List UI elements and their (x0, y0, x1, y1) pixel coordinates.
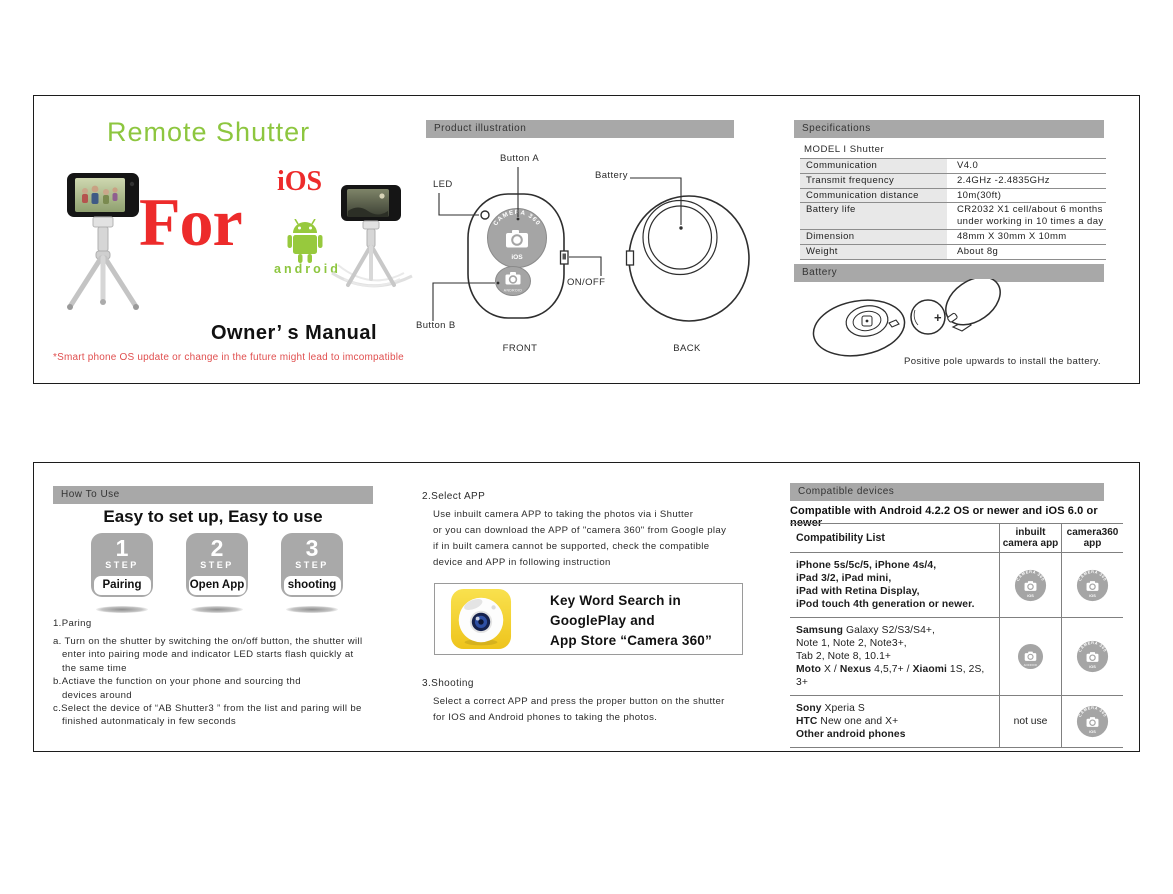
step-label: Pairing (94, 576, 151, 595)
camera360-app-icon (450, 588, 512, 650)
device-list: Samsung Galaxy S2/S3/S4+, Note 1, Note 2, Note3+, Tab 2, Note 8, 10.1+ Moto X / Nexus 4,5,7+ / Xiaomi 1S, 2S, 3+ (796, 625, 985, 688)
easy-title: Easy to set up, Easy to use (103, 507, 323, 526)
for-text: For (139, 184, 242, 260)
bottom-panel (33, 462, 1140, 752)
button-a-ios-text: iOS (511, 254, 523, 261)
spec-row (800, 174, 1106, 189)
svg-text:CAMERA 360: CAMERA 360 (1077, 568, 1108, 582)
step-shadow (286, 606, 338, 613)
select-app-line: or you can download the APP of "camera 360" from Google play (433, 525, 727, 536)
spec-value: 10m(30ft) (957, 189, 1002, 201)
spec-label: Battery life (800, 203, 947, 229)
spec-value: 2.4GHz -2.4835GHz (957, 174, 1050, 186)
select-app-line: Use inbuilt camera APP to taking the photos via i Shutter (433, 509, 694, 520)
tripod-phone-landscape-illustration (324, 181, 419, 299)
ios-text: iOS (277, 166, 323, 197)
not-use-label: not use (1013, 716, 1048, 727)
device-list: Sony Xperia S HTC New one and X+ Other android phones (796, 703, 906, 740)
compatibility-table (790, 523, 1123, 748)
select-app-line: if in built camera cannot be supported, check the compatible (433, 541, 710, 552)
step-shadow (96, 606, 148, 613)
spec-row (800, 203, 1106, 230)
step-word: STEP (105, 560, 139, 570)
spec-row (800, 245, 1106, 260)
on-off-label: ON/OFF (567, 277, 606, 288)
step-column (186, 533, 248, 613)
device-list: iPhone 5s/5c/5, iPhone 4s/4, iPad 3/2, iPad mini, iPad with Retina Display, iPod touch 4th generation or newer. (796, 560, 975, 610)
battery-caption: Positive pole upwards to install the battery. (904, 356, 1101, 367)
step-column (281, 533, 343, 613)
svg-text:CAMERA 360: CAMERA 360 (1015, 568, 1046, 582)
compat-col1-header: Compatibility List (796, 532, 885, 544)
button-a-label: Button A (500, 153, 540, 164)
select-app-instructions (433, 507, 773, 571)
paring-line: devices around (62, 689, 132, 701)
led-indicator (481, 211, 489, 219)
led-label: LED (433, 179, 453, 190)
svg-text:iOS: iOS (1027, 593, 1034, 598)
spec-label: Dimension (800, 230, 947, 244)
paring-line: enter into pairing mode and indicator LED starts flash quickly at (62, 649, 354, 661)
compat-col3-header: camera360 app (1061, 524, 1123, 552)
inbuilt-app-cell (999, 696, 1061, 747)
keyword-line: App Store “Camera 360” (550, 633, 712, 648)
specifications-table (800, 158, 1106, 260)
spec-value: V4.0 (957, 160, 979, 171)
camera360-ios-button-icon (1076, 705, 1109, 738)
spec-value: About 8g (957, 245, 999, 257)
step-shadow (191, 606, 243, 613)
step-label: Open App (189, 576, 246, 595)
manual-title: Owner’ s Manual (211, 322, 378, 344)
paring-line: the same time (62, 662, 127, 674)
spec-row (800, 189, 1106, 204)
spec-row (800, 159, 1106, 174)
keyword-line: GooglePlay and (550, 613, 655, 628)
compatible-devices-header: Compatible devices (790, 483, 1104, 501)
android-text: android (274, 262, 341, 276)
paring-line: c.Select the device of “AB Shutter3 ” from the list and paring will be (53, 703, 362, 715)
remote-front-back-illustration (411, 141, 776, 356)
step-label: shooting (284, 576, 341, 595)
shooting-line: Select a correct APP and press the proper button on the shutter (433, 696, 725, 707)
paring-line: a. Turn on the shutter by switching the on/off button, the shutter will (53, 636, 363, 647)
compatibility-intro: Compatible with Android 4.2.2 OS or newer and iOS 6.0 or newer (790, 505, 1098, 529)
camera360-app-cell (1061, 696, 1123, 747)
button-b-android-text: ANDROID (503, 288, 523, 293)
paring-line: b.Actiave the function on your phone and sourcing thd (53, 676, 301, 688)
os-compatibility-footnote: *Smart phone OS update or change in the future might lead to imcompatible (53, 352, 404, 363)
camera360-ios-button-icon (1076, 640, 1109, 673)
button-a-camera360-ios (488, 209, 547, 268)
tripod-phone-photo-illustration (51, 167, 151, 317)
product-title: Remote Shutter (107, 117, 311, 147)
button-b-label: Button B (416, 320, 456, 331)
compat-row (790, 552, 1123, 617)
how-to-use-header: How To Use (53, 486, 373, 504)
step-badge (186, 533, 248, 597)
product-illustration-header: Product illustration (426, 120, 734, 138)
spec-label: Communication distance (800, 189, 947, 203)
keyword-search-box (434, 583, 743, 655)
shooting-title: 3.Shooting (422, 678, 474, 689)
camera360-ios-button-icon (1076, 569, 1109, 602)
battery-header: Battery (794, 264, 1104, 282)
camera360-app-cell (1061, 553, 1123, 617)
spec-label: Transmit frequency (800, 174, 947, 188)
android-camera-button-icon (1017, 643, 1044, 670)
svg-text:iOS: iOS (1089, 730, 1096, 735)
back-label: BACK (673, 343, 701, 354)
svg-text:CAMERA 360: CAMERA 360 (1077, 640, 1108, 653)
battery-plus-sign: + (934, 310, 942, 325)
svg-text:iOS: iOS (1089, 593, 1096, 598)
android-robot-icon (285, 219, 325, 265)
compat-col2-header: inbuilt camera app (999, 524, 1061, 552)
spec-label: Communication (800, 159, 947, 173)
keyword-search-text (550, 591, 712, 651)
specifications-header: Specifications (794, 120, 1104, 138)
compat-row (790, 617, 1123, 695)
model-label: MODEL I Shutter (804, 144, 885, 155)
setup-steps (91, 533, 343, 613)
step-badge (281, 533, 343, 597)
shooting-line: for IOS and Android phones to taking the photos. (433, 712, 658, 723)
camera360-app-cell (1061, 618, 1123, 695)
svg-text:ANDROID: ANDROID (1023, 664, 1038, 668)
step-number: 3 (305, 535, 319, 561)
spec-label: Weight (800, 245, 947, 259)
keyword-line: Key Word Search in (550, 593, 681, 608)
compat-row (790, 695, 1123, 747)
svg-text:iOS: iOS (1089, 665, 1096, 670)
inbuilt-app-cell (999, 618, 1061, 695)
inbuilt-app-cell (999, 553, 1061, 617)
step-number: 1 (115, 535, 129, 561)
shooting-instructions (433, 694, 773, 726)
camera360-ios-button-icon (1014, 569, 1047, 602)
paring-line: finished autonmaticaly in few seconds (62, 716, 237, 728)
spec-row (800, 230, 1106, 245)
button-a-arc-text: CAMERA 360 (492, 209, 542, 228)
front-label: FRONT (502, 343, 538, 354)
paring-instructions (53, 635, 403, 729)
button-b-android (496, 267, 531, 296)
battery-cover (937, 279, 1009, 335)
select-app-line: device and APP in following instruction (433, 557, 611, 568)
step-word: STEP (200, 560, 234, 570)
spec-value: 48mm X 30mm X 10mm (957, 230, 1067, 242)
svg-text:CAMERA 360: CAMERA 360 (1077, 705, 1108, 718)
step-badge (91, 533, 153, 597)
battery-position-dot (679, 226, 682, 229)
paring-title: 1.Paring (53, 618, 92, 629)
step-column (91, 533, 153, 613)
spec-value: CR2032 X1 cell/about 6 months under working in 10 times a day (957, 204, 1104, 228)
step-word: STEP (295, 560, 329, 570)
step-number: 2 (210, 535, 224, 561)
top-panel (33, 95, 1140, 384)
select-app-title: 2.Select APP (422, 491, 486, 502)
compat-header-row (790, 523, 1123, 552)
on-off-switch (561, 251, 569, 264)
battery-label: Battery (595, 170, 628, 181)
